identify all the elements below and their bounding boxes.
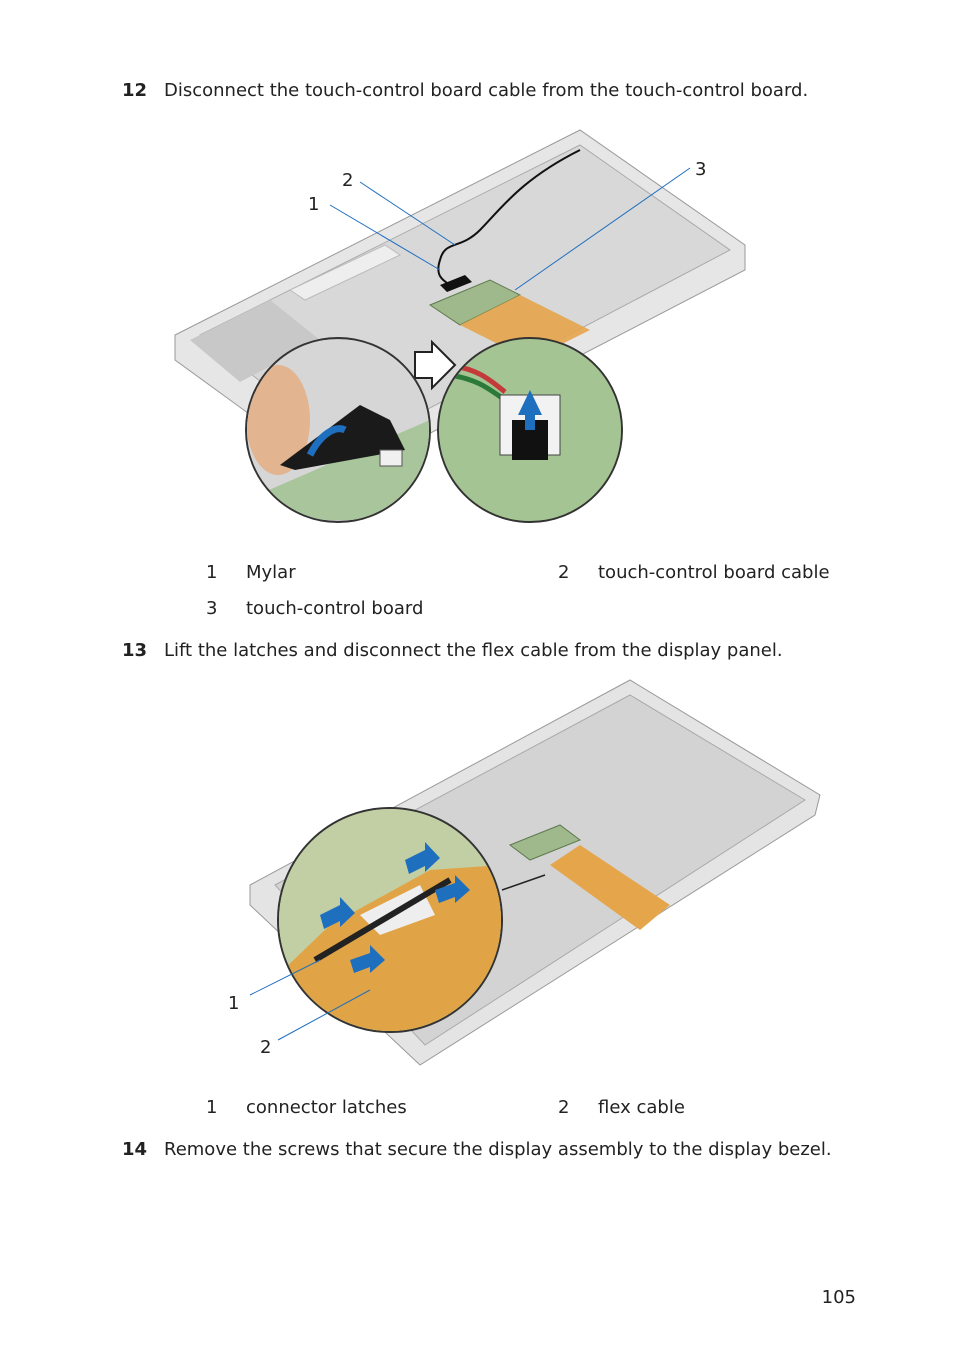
legend-number: 2 bbox=[558, 1097, 570, 1118]
callout-1: 1 bbox=[228, 993, 240, 1014]
callout-1: 1 bbox=[308, 194, 320, 215]
legend-number: 2 bbox=[558, 562, 570, 583]
page-number: 105 bbox=[821, 1287, 856, 1308]
callout-3: 3 bbox=[695, 159, 707, 180]
callout-2: 2 bbox=[260, 1037, 272, 1058]
legend-number: 1 bbox=[206, 1097, 218, 1118]
zoom-circle-connector bbox=[438, 338, 622, 522]
figure-flex-cable bbox=[220, 675, 830, 1075]
legend-label: touch-control board cable bbox=[598, 562, 830, 583]
step-13 bbox=[122, 640, 783, 661]
figure-touch-control-board bbox=[160, 120, 800, 530]
step-14 bbox=[122, 1139, 832, 1160]
step-text: Lift the latches and disconnect the flex cable from the display panel. bbox=[164, 640, 783, 661]
step-text: Disconnect the touch-control board cable from the touch-control board. bbox=[164, 80, 809, 101]
legend-number: 1 bbox=[206, 562, 218, 583]
legend-label: connector latches bbox=[246, 1097, 407, 1118]
legend-label: flex cable bbox=[598, 1097, 685, 1118]
step-12 bbox=[122, 80, 808, 101]
legend-label: touch-control board bbox=[246, 598, 424, 619]
step-number: 13 bbox=[122, 640, 148, 661]
callout-2: 2 bbox=[342, 170, 354, 191]
legend-label: Mylar bbox=[246, 562, 296, 583]
step-number: 12 bbox=[122, 80, 148, 101]
zoom-circle-latches bbox=[278, 808, 502, 1032]
step-number: 14 bbox=[122, 1139, 148, 1160]
legend-number: 3 bbox=[206, 598, 218, 619]
zoom-circle-mylar bbox=[246, 338, 430, 522]
step-text: Remove the screws that secure the display assembly to the display bezel. bbox=[164, 1139, 832, 1160]
